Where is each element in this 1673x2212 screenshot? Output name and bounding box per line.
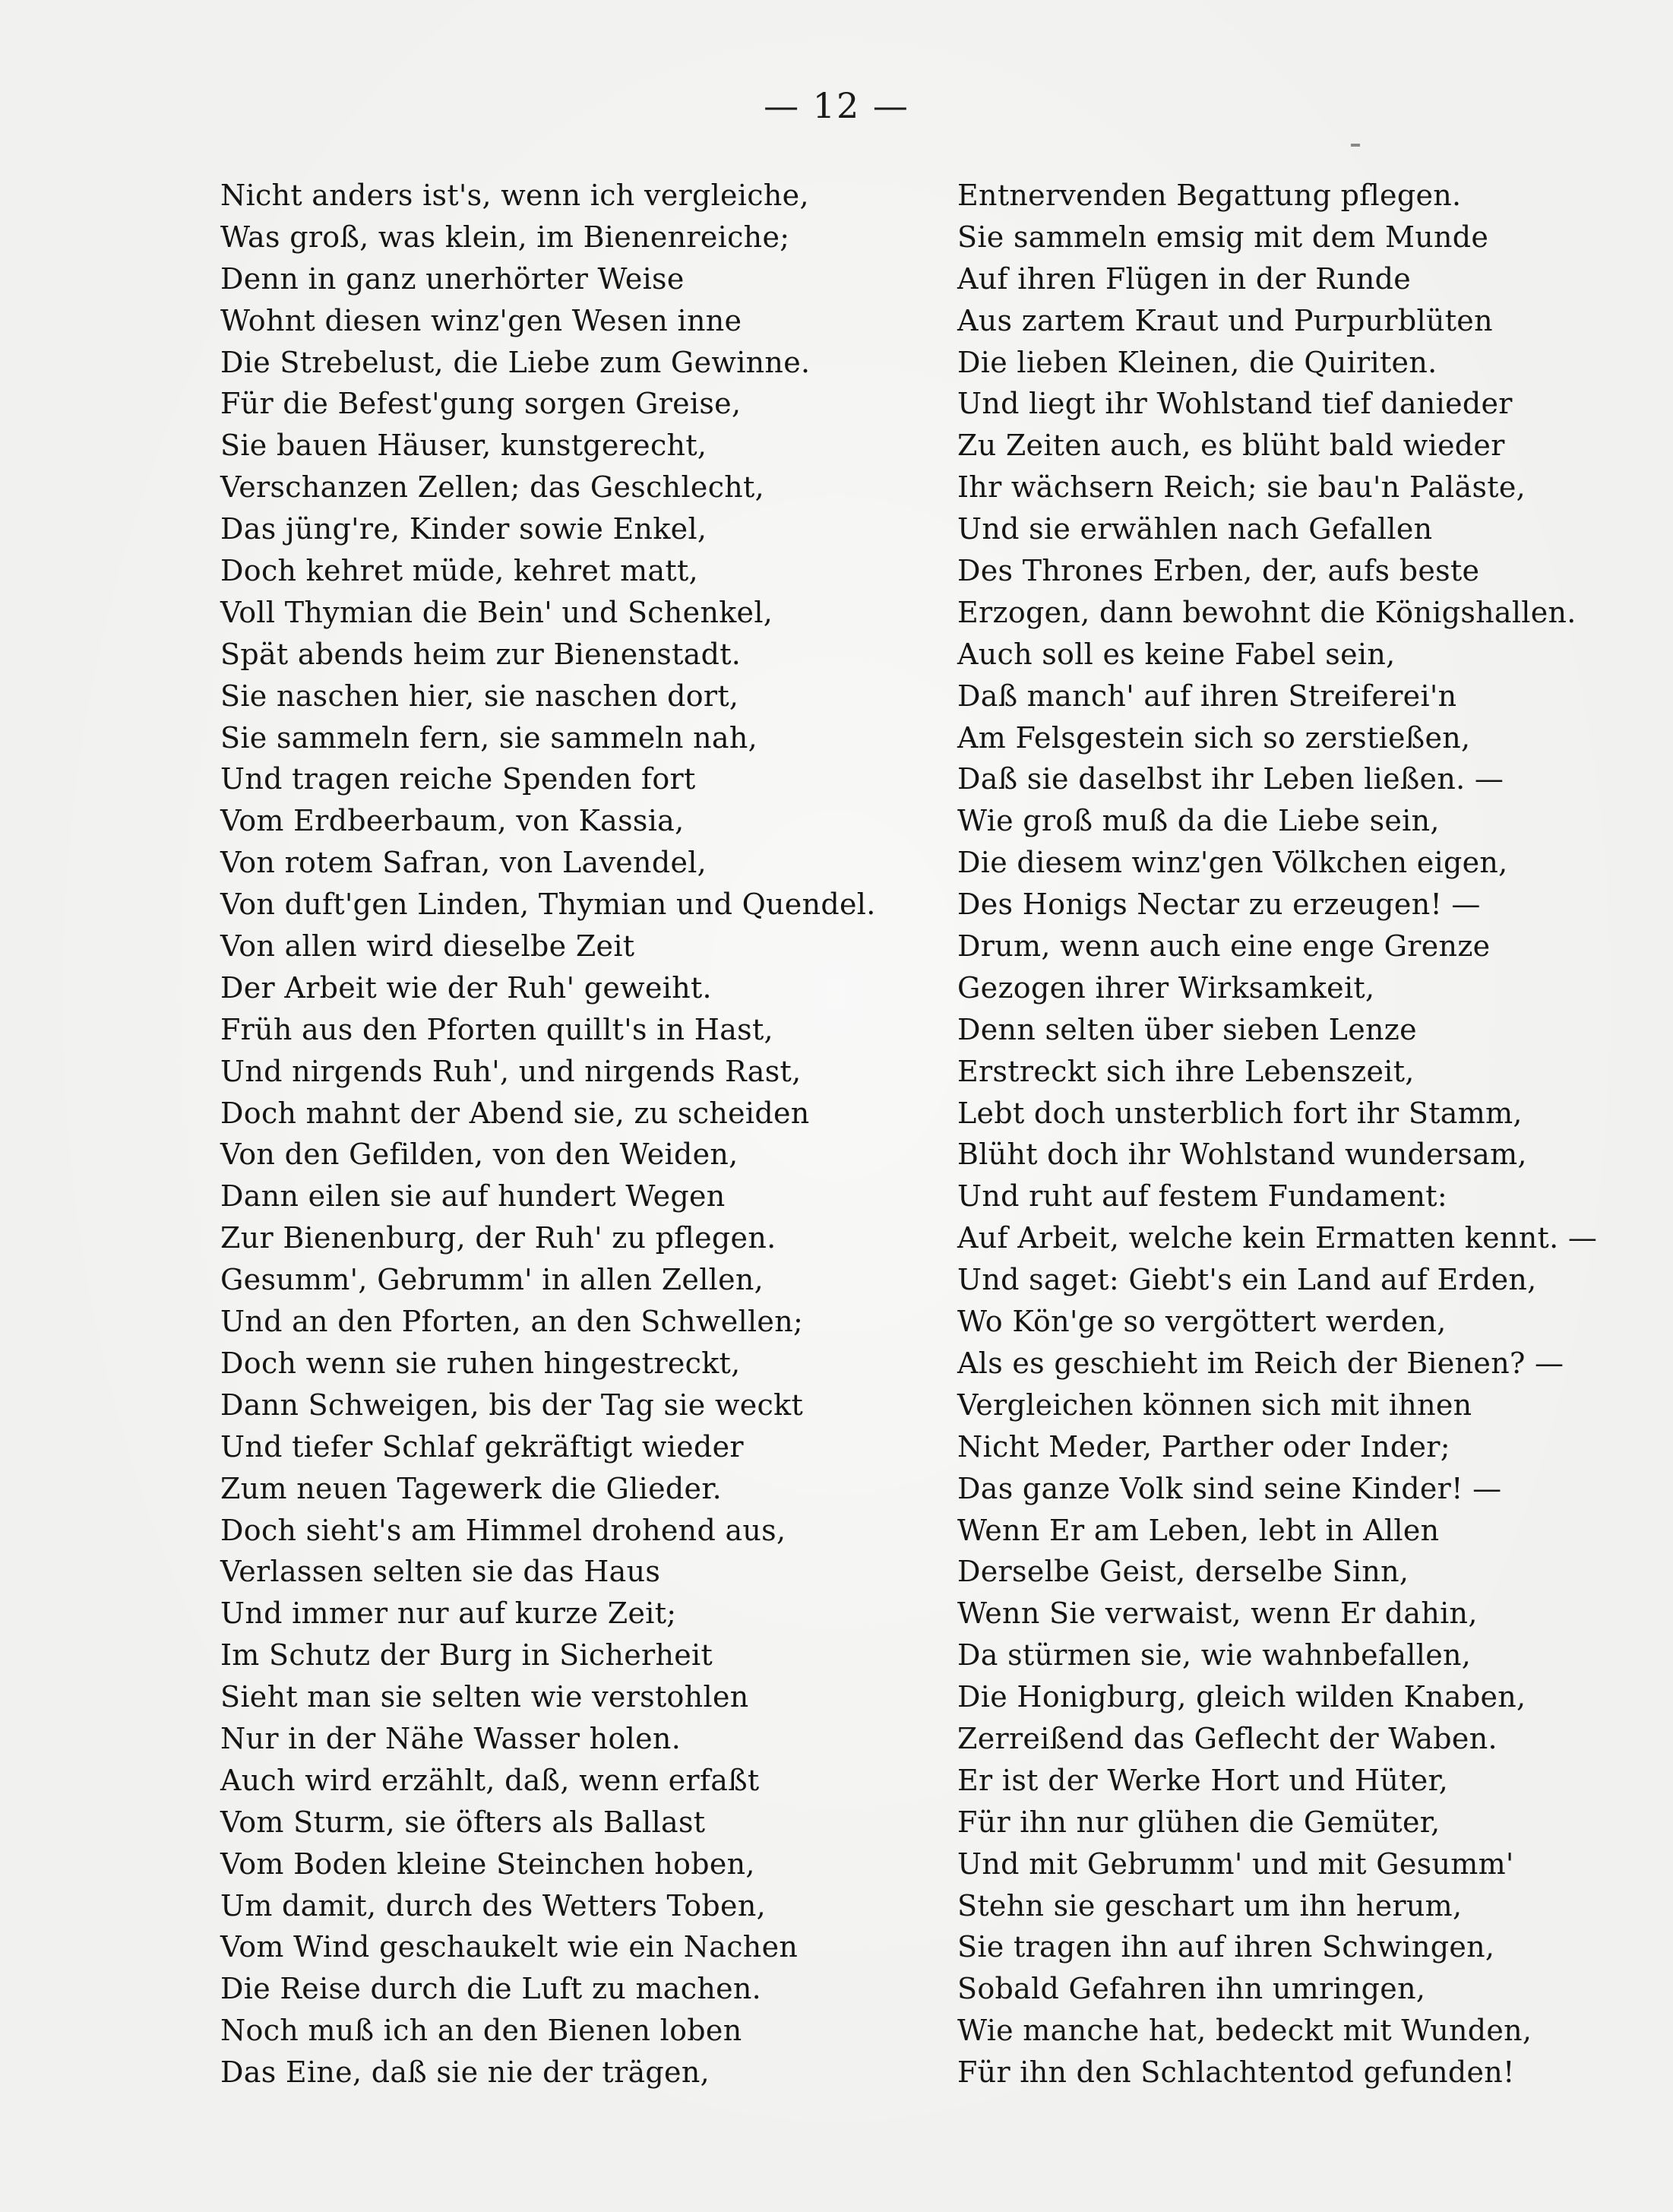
verse-line: Erzogen, dann bewohnt die Königshallen. [957,595,1577,629]
print-mark [1351,144,1360,147]
verse-line: Wo Kön'ge so vergöttert werden, [957,1305,1447,1339]
verse-line: Gezogen ihrer Wirksamkeit, [957,970,1375,1005]
verse-line: Dann Schweigen, bis der Tag sie weckt [220,1388,804,1422]
verse-line: Stehn sie geschart um ihn herum, [957,1888,1463,1922]
verse-line: Wenn Sie verwaist, wenn Er dahin, [957,1597,1478,1631]
verse-line: Die lieben Kleinen, die Quiriten. [957,345,1437,379]
verse-line: Für ihn den Schlachtentod gefunden! [957,2055,1515,2090]
verse-line: Und saget: Giebt's ein Land auf Erden, [957,1263,1537,1297]
verse-line: Sie naschen hier, sie naschen dort, [220,679,739,713]
verse-line: Das jüng're, Kinder sowie Enkel, [220,512,707,546]
right-poem-column [957,175,1598,2093]
verse-line: Sie bauen Häuser, kunstgerecht, [220,429,707,463]
verse-line: Das ganze Volk sind seine Kinder! — [957,1471,1502,1505]
verse-line: Voll Thymian die Bein' und Schenkel, [220,595,773,629]
verse-line: Denn in ganz unerhörter Weise [220,261,685,296]
verse-line: Drum, wenn auch eine enge Grenze [957,929,1491,964]
verse-line: Derselbe Geist, derselbe Sinn, [957,1555,1409,1589]
verse-line: Aus zartem Kraut und Purpurblüten [957,303,1493,337]
verse-line: Des Honigs Nectar zu erzeugen! — [957,888,1481,922]
verse-line: Noch muß ich an den Bienen loben [220,2014,742,2048]
verse-line: Und tiefer Schlaf gekräftigt wieder [220,1429,744,1464]
verse-line: Gesumm', Gebrumm' in allen Zellen, [220,1263,764,1297]
verse-line: Sobald Gefahren ihn umringen, [957,1972,1426,2006]
verse-line: Zerreißend das Geflecht der Waben. [957,1721,1497,1755]
verse-line: Früh aus den Pforten quillt's in Hast, [220,1012,773,1046]
verse-line: Die Reise durch die Luft zu machen. [220,1972,762,2006]
verse-line: Doch kehret müde, kehret matt, [220,554,698,588]
verse-line: Wenn Er am Leben, lebt in Allen [957,1513,1440,1547]
verse-line: Auch soll es keine Fabel sein, [957,637,1396,671]
verse-line: Und liegt ihr Wohlstand tief danieder [957,387,1513,421]
verse-line: Um damit, durch des Wetters Toben, [220,1888,766,1922]
verse-line: Von allen wird dieselbe Zeit [220,929,635,964]
verse-line: Nicht anders ist's, wenn ich vergleiche, [220,179,809,212]
verse-line: Wohnt diesen winz'gen Wesen inne [220,303,742,337]
verse-line: Denn selten über sieben Lenze [957,1012,1417,1046]
verse-line: Der Arbeit wie der Ruh' geweiht. [220,970,712,1005]
verse-line: Und tragen reiche Spenden fort [220,762,696,796]
verse-line: Verschanzen Zellen; das Geschlecht, [220,470,765,505]
verse-line: Und mit Gebrumm' und mit Gesumm' [957,1846,1514,1881]
verse-line: Das Eine, daß sie nie der trägen, [220,2055,710,2090]
verse-line: Von duft'gen Linden, Thymian und Quendel. [220,888,876,922]
verse-line: Des Thrones Erben, der, aufs beste [957,554,1480,588]
verse-line: Nur in der Nähe Wasser holen. [220,1721,682,1755]
verse-line: Zur Bienenburg, der Ruh' zu pflegen. [220,1221,776,1255]
verse-line: Erstreckt sich ihre Lebenszeit, [957,1054,1415,1088]
verse-line: Und immer nur auf kurze Zeit; [220,1597,677,1631]
verse-line: Dann eilen sie auf hundert Wegen [220,1179,726,1214]
verse-line: Im Schutz der Burg in Sicherheit [220,1638,713,1672]
verse-line: Und nirgends Ruh', und nirgends Rast, [220,1054,802,1088]
verse-line: Und ruht auf festem Fundament: [957,1179,1447,1214]
verse-line: Und sie erwählen nach Gefallen [957,512,1433,546]
verse-line: Sie tragen ihn auf ihren Schwingen, [957,1930,1495,1964]
verse-line: Die diesem winz'gen Völkchen eigen, [957,846,1508,880]
verse-line: Für ihn nur glühen die Gemüter, [957,1805,1441,1839]
verse-line: Die Strebelust, die Liebe zum Gewinne. [220,345,811,379]
verse-line: Er ist der Werke Hort und Hüter, [957,1763,1449,1797]
verse-line: Entnervenden Begattung pflegen. [957,179,1462,212]
verse-line: Auch wird erzählt, daß, wenn erfaßt [220,1763,760,1797]
verse-line: Von den Gefilden, von den Weiden, [220,1138,738,1172]
verse-line: Doch wenn sie ruhen hingestreckt, [220,1346,741,1380]
verse-line: Verlassen selten sie das Haus [220,1555,661,1589]
verse-line: Die Honigburg, gleich wilden Knaben, [957,1680,1526,1714]
verse-line: Doch sieht's am Himmel drohend aus, [220,1513,786,1547]
verse-line: Vom Erdbeerbaum, von Kassia, [220,804,685,838]
verse-line: Vom Sturm, sie öfters als Ballast [220,1805,706,1839]
verse-line: Lebt doch unsterblich fort ihr Stamm, [957,1096,1523,1130]
verse-line: Am Felsgestein sich so zerstießen, [957,720,1471,755]
verse-line: Ihr wächsern Reich; sie bau'n Paläste, [957,470,1526,505]
verse-line: Auf Arbeit, welche kein Ermatten kennt. — [957,1221,1598,1255]
verse-line: Für die Befest'gung sorgen Greise, [220,387,742,421]
verse-line: Spät abends heim zur Bienenstadt. [220,637,742,671]
verse-line: Sie sammeln fern, sie sammeln nah, [220,720,758,755]
verse-line: Und an den Pforten, an den Schwellen; [220,1305,804,1339]
verse-line: Zu Zeiten auch, es blüht bald wieder [957,429,1505,463]
verse-line: Als es geschieht im Reich der Bienen? — [957,1346,1564,1380]
verse-line: Daß sie daselbst ihr Leben ließen. — [957,762,1504,796]
verse-line: Doch mahnt der Abend sie, zu scheiden [220,1096,810,1130]
verse-line: Sie sammeln emsig mit dem Munde [957,220,1489,254]
verse-line: Vom Wind geschaukelt wie ein Nachen [220,1930,799,1964]
verse-line: Sieht man sie selten wie verstohlen [220,1680,749,1714]
verse-line: Wie manche hat, bedeckt mit Wunden, [957,2014,1532,2048]
verse-line: Da stürmen sie, wie wahnbefallen, [957,1638,1472,1672]
verse-line: Vom Boden kleine Steinchen hoben, [220,1846,755,1881]
verse-line: Auf ihren Flügen in der Runde [957,261,1412,296]
verse-line: Vergleichen können sich mit ihnen [957,1388,1472,1422]
verse-line: Was groß, was klein, im Bienenreiche; [220,220,790,254]
verse-line: Von rotem Safran, von Lavendel, [220,846,707,880]
verse-line: Nicht Meder, Parther oder Inder; [957,1429,1450,1464]
verse-line: Daß manch' auf ihren Streiferei'n [957,679,1457,713]
verse-line: Zum neuen Tagewerk die Glieder. [220,1471,722,1505]
verse-line: Blüht doch ihr Wohlstand wundersam, [957,1138,1527,1172]
left-poem-column [220,175,927,2093]
verse-line: Wie groß muß da die Liebe sein, [957,804,1440,838]
page-number: — 12 — [764,85,909,126]
